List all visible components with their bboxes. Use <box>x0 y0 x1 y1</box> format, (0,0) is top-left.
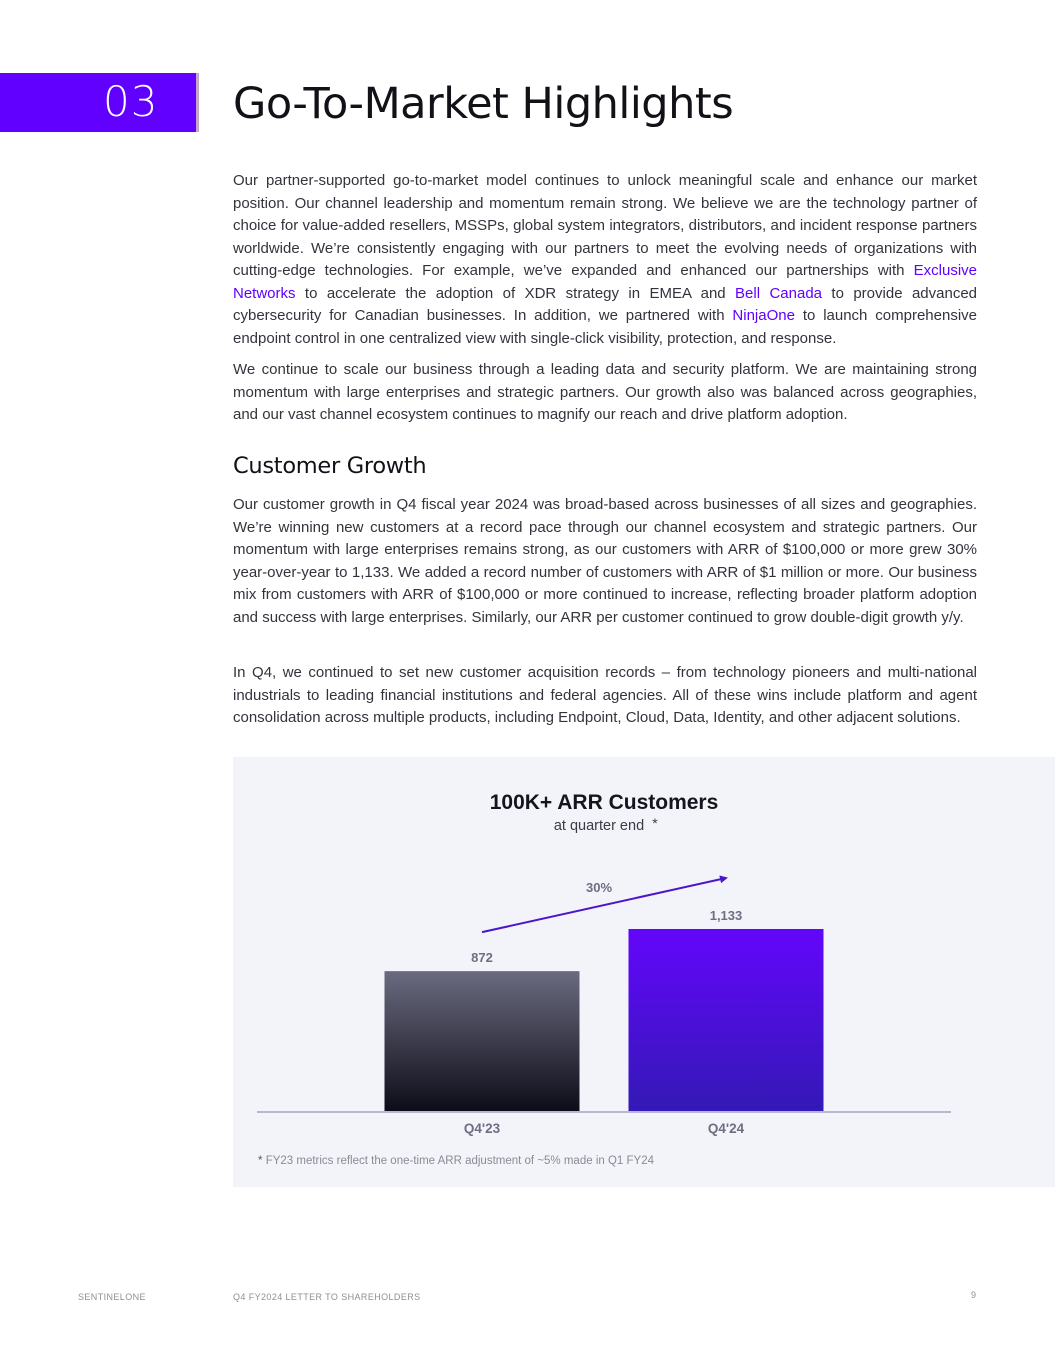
intro-text-a: Our partner-supported go-to-market model continues to unlock meaningful scale and enhance our market position. Our channel leadership and momentum remain strong. We believe we are the technology partner of choice for value-added resellers, MSSPs, global system integrators, distributors, and incident response partners worldwide. We’re consistently engaging with our partners to meet the evolving needs of organizations with cutting-edge technologies. For example, we’ve expanded and enhanced our partnerships with <box>233 172 977 279</box>
bar-q4-23 <box>385 971 580 1112</box>
intro-paragraph <box>233 170 977 350</box>
intro-text-c: to provide advanced cybersecurity for Canadian businesses. In addition, we partnered with <box>233 284 977 324</box>
platform-text: We continue to scale our business through a leading data and security platform. We are maintaining strong momentum with large enterprises and strategic partners. Our growth also was balanced across geographies, and our vast channel ecosystem continues to magnify our reach and drive platform adoption. <box>233 361 977 423</box>
page-title: Go-To-Market Highlights <box>233 79 734 129</box>
bar-q4-24 <box>629 929 824 1112</box>
footer-document: Q4 FY2024 LETTER TO SHAREHOLDERS <box>233 1292 421 1302</box>
chart-footnote <box>258 1155 654 1167</box>
chart-subtitle: at quarter end <box>553 818 645 834</box>
category-label-q4-24: Q4'24 <box>707 1121 745 1136</box>
section-number: 03 <box>103 77 159 126</box>
footer-company: SENTINELONE <box>78 1292 146 1302</box>
ninjaone-link[interactable]: NinjaOne <box>732 307 795 324</box>
intro-text-b: to accelerate the adoption of XDR strategy in EMEA and <box>295 284 736 302</box>
value-label-q4-24: 1,133 <box>709 908 743 923</box>
section-tab-edge <box>196 73 199 132</box>
customer-growth-text: Our customer growth in Q4 fiscal year 2024 was broad-based across businesses of all sizes and geographies. We’re winning new customers at a record pace through our channel ecosystem and strategic partners. Our momentum with large enterprises remains strong, as our customers with ARR of $100,000 or more grew 30% year-over-year to 1,133. We added a record number of customers with ARR of $1 million or more. Our business mix from customers with ARR of $100,000 or more continued to increase, reflecting broader platform adoption and success with large enterprises. Similarly, our ARR per customer continued to grow double-digit growth y/y. <box>233 496 977 626</box>
acquisition-paragraph <box>233 662 977 730</box>
chart-subtitle-marker: * <box>652 815 658 831</box>
bell-canada-link[interactable]: Bell Canada <box>735 284 823 302</box>
platform-paragraph <box>233 359 977 427</box>
chart-panel <box>233 757 1055 1187</box>
footnote-text: FY23 metrics reflect the one-time ARR adjustment of ~5% made in Q1 FY24 <box>265 1155 654 1167</box>
exclusive-networks-link[interactable]: Exclusive Networks <box>233 262 977 302</box>
footnote-marker: * <box>258 1155 263 1167</box>
acquisition-text: In Q4, we continued to set new customer acquisition records – from technology pioneers and multi-national industrials to leading financial institutions and federal agencies. All of these wins include platform and agent consolidation across multiple products, including Endpoint, Cloud, Data, Identity, and other adjacent solutions. <box>233 664 977 726</box>
growth-label: 30% <box>585 880 613 896</box>
customer-growth-paragraph <box>233 494 977 629</box>
customer-growth-heading: Customer Growth <box>233 453 427 479</box>
footer-page-number: 9 <box>971 1290 977 1300</box>
value-label-q4-23: 872 <box>471 950 493 966</box>
intro-text-d: to launch comprehensive endpoint control in one centralized view with single-click visibility, protection, and response. <box>233 307 977 347</box>
chart-title: 100K+ ARR Customers <box>489 791 719 814</box>
category-label-q4-23: Q4'23 <box>463 1121 501 1136</box>
arr-customers-chart <box>233 757 1055 1187</box>
